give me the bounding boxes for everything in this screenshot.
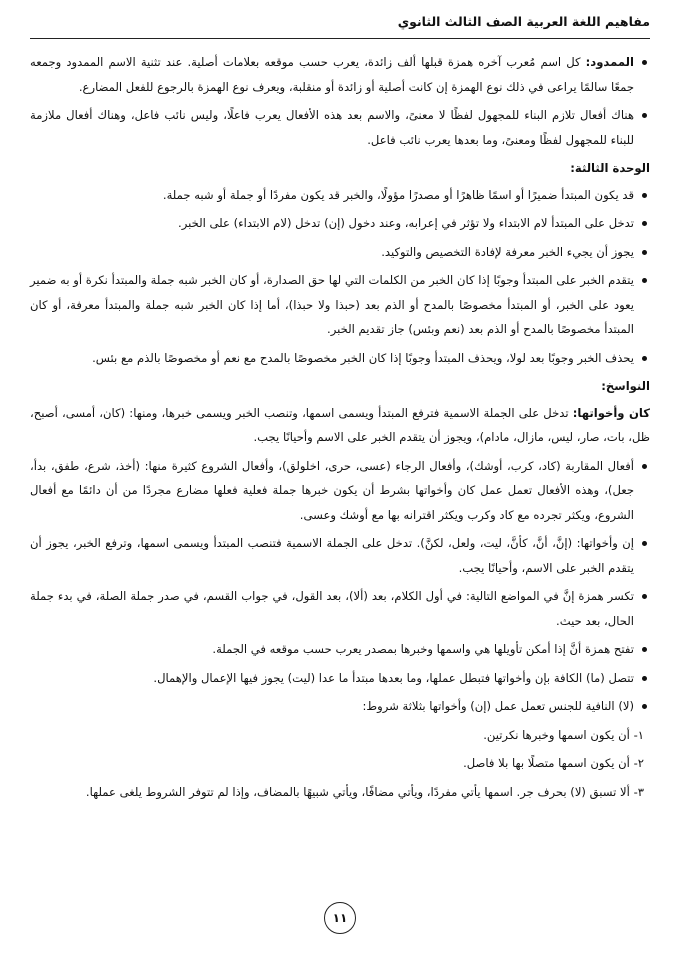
text-mamdud: كل اسم مُعرب آخره همزة قبلها ألف زائدة، يعرب حسب موقعه بعلامات أصلية. عند تثنية الاسم الممدود وجمعه جمعًا سالمًا يراعى في ذلك نوع الهمزة إن كانت أصلية أو زائدة أو منقلبة، ويعرف نوع الهمزة بالرجوع للفعل المضارع. <box>30 55 634 94</box>
unit3-heading: الوحدة الثالثة: <box>570 161 650 175</box>
bullet-passive-verbs: هناك أفعال تلازم البناء للمجهول لفظًا لا معنىً، والاسم بعد هذه الأفعال يعرب فاعلًا، وليس نائب فاعل، وهناك أفعال ملازمة للبناء للمجهول لفظًا ومعنىً، وما بعدها يعرب نائب فاعل. <box>30 103 650 152</box>
page-header-title: مفاهيم اللغة العربية الصف الثالث الثانوي <box>397 14 650 29</box>
unit3-bullet-3: يجوز أن يجيء الخبر معرفة لإفادة التخصيص والتوكيد. <box>30 240 650 265</box>
nawasikh-bullet-4: تفتح همزة أنَّ إذا أمكن تأويلها هي واسمها وخبرها بمصدر يعرب حسب موقعه في الجملة. <box>30 637 650 662</box>
nawasikh-bullet-1: أفعال المقاربة (كاد، كرب، أوشك)، وأفعال الرجاء (عسى، حرى، اخلولق)، وأفعال الشروع كثيرة منها: (أخذ، شرع، طفق، بدأ، جعل)، وهذه الأفعال تعمل عمل كان وأخواتها بشرط أن يكون خبرها جملة فعلية فعلها مضارع مجردًا من أن دائمًا مع أفعال الشروع، ويكثر تجرده مع كاد وكرب ويكثر اقترانه بها مع أوشك وعسى. <box>30 454 650 528</box>
term-mamdud: الممدود: <box>585 55 634 69</box>
condition-3: ٣- ألا تسبق (لا) بحرف جر. اسمها يأتي مفردًا، ويأتي مضافًا، ويأتي شبيهًا بالمضاف، وإذا لم تتوفر الشروط يلغى عملها. <box>85 784 644 799</box>
bullet-mamdud <box>30 50 650 99</box>
kana-text: تدخل على الجملة الاسمية فترفع المبتدأ ويسمى اسمها، وتنصب الخبر ويسمى خبرها، ومنها: (كان، أمسى، أصبح، ظل، بات، صار، ليس، مازال، مادام)، ويجوز أن يتقدم الخبر على الاسم وأحيانًا يجب. <box>30 405 650 444</box>
nawasikh-bullet-5: تتصل (ما) الكافة بإن وأخواتها فتبطل عملها، وما بعدها مبتدأ ما عدا (ليت) يجوز فيها الإعمال والإهمال. <box>30 666 650 691</box>
nawasikh-bullet-3: تكسر همزة إنَّ في المواضع التالية: في أول الكلام، بعد (ألا)، بعد القول، في جواب القسم، في صدر جملة الصلة، في بدء جملة الحال، بعد حيث. <box>30 584 650 633</box>
kana-term: كان وأخواتها: <box>572 405 650 420</box>
unit3-bullet-2: تدخل على المبتدأ لام الابتداء ولا تؤثر في إعرابه، وعند دخول (إن) تدخل (لام الابتداء) على الخبر. <box>30 211 650 236</box>
header-divider <box>30 38 650 39</box>
condition-2: ٢- أن يكون اسمها متصلًا بها بلا فاصل. <box>463 756 644 770</box>
condition-1: ١- أن يكون اسمها وخبرها نكرتين. <box>483 727 644 742</box>
unit3-bullet-1: قد يكون المبتدأ ضميرًا أو اسمًا ظاهرًا أو مصدرًا مؤولًا، والخبر قد يكون مفردًا أو جملة أو شبه جملة. <box>30 183 650 208</box>
page-number: ١١ <box>324 902 356 934</box>
nawasikh-heading: النواسخ: <box>601 379 650 393</box>
kana-paragraph <box>30 401 650 450</box>
unit3-bullet-4: يتقدم الخبر على المبتدأ وجوبًا إذا كان الخبر من الكلمات التي لها حق الصدارة، أو كان الخبر شبه جملة والمبتدأ نكرة أو به ضمير يعود على الخبر، أو المبتدأ مخصوصًا بالمدح أو الذم بعد (حبذا ولا حبذا)، أما إذا كان الخبر شبه جملة والمبتدأ معرفة، أو كان المبتدأ مخصوصًا بالمدح أو الذم بعد (نعم وبئس) جاز تقديم الخبر. <box>30 268 650 342</box>
unit3-bullet-5: يحذف الخبر وجوبًا بعد لولا، ويحذف المبتدأ وجوبًا إذا كان الخبر مخصوصًا بالمدح مع نعم أو مخصوصًا بالذم مع بئس. <box>30 346 650 371</box>
page-content <box>30 50 650 808</box>
nawasikh-bullet-6: (لا) النافية للجنس تعمل عمل (إن) وأخواتها بثلاثة شروط: <box>30 694 650 719</box>
nawasikh-bullet-2: إن وأخواتها: (إنَّ، أنَّ، كأنَّ، ليت، ولعل، لكنَّ). تدخل على الجملة الاسمية فتنصب المبتدأ ويسمى اسمها، وترفع الخبر، يجوز أن يتقدم الخبر على الاسم، وأحيانًا يجب. <box>30 531 650 580</box>
